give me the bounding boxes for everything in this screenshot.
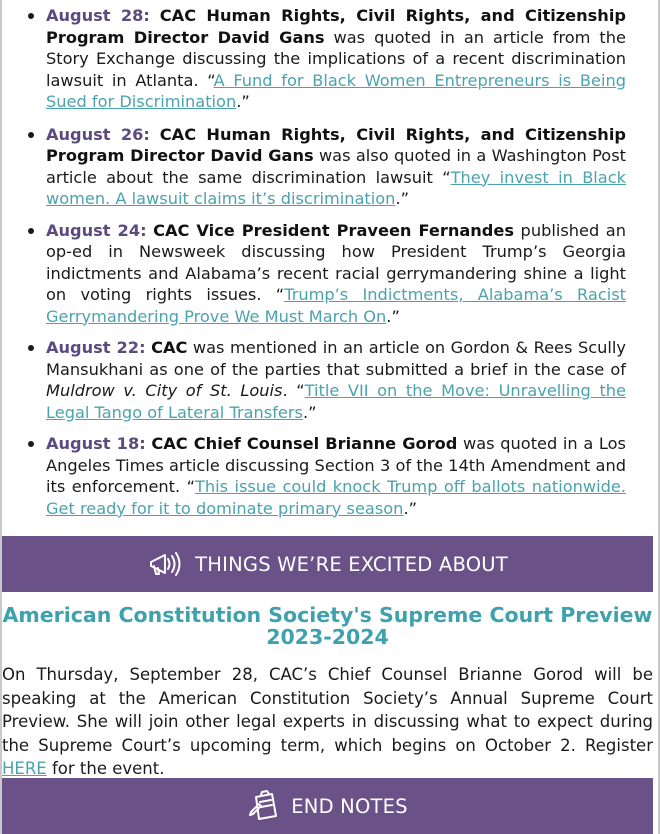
section-banner (2, 536, 653, 592)
news-subject: CAC Chief Counsel Brianne Gorod (151, 434, 458, 453)
news-subject: CAC Human Rights, Civil Rights, and Citizenship Program Director David Gans (46, 124, 626, 165)
clipboard-icon (247, 790, 281, 822)
news-date: August 24: (46, 220, 147, 240)
section-banner-label: THINGS WE’RE EXCITED ABOUT (195, 552, 508, 576)
news-date: August 22: (46, 338, 146, 357)
news-text: was mentioned in an article on Gordon & Rees Scully Mansukhani as one of the parties that submitted a brief in the case of (46, 338, 626, 379)
megaphone-icon (147, 549, 185, 579)
news-subject: CAC Vice President Praveen Fernandes (153, 220, 515, 240)
news-date: August 26: (46, 124, 150, 144)
news-text: published an op-ed in Newsweek discussing how President Trump’s Georgia indictments and Alabama’s recent racial gerrymandering shine a light on voting rights issues. “ (46, 220, 626, 304)
news-text: was quoted in an article from the Story Exchange discussing the implications of a recent discrimination lawsuit in Atlanta. “ (46, 27, 626, 90)
news-subject: CAC Human Rights, Civil Rights, and Citizenship Program Director David Gans (46, 6, 626, 47)
news-item: August 24: CAC Vice President Praveen Fernandes published an op-ed in Newsweek discussing how President Trump’s Georgia indictments and Alabama’s recent racial gerrymandering shine a light on voting rights issues. “Trump’s Indictments, Alabama’s Racist Gerrymandering Prove We Must March On.” (46, 220, 626, 326)
news-subject: CAC (151, 338, 188, 357)
news-link[interactable]: Trump’s Indictments, Alabama’s Racist Gerrymandering Prove We Must March On (46, 285, 626, 326)
news-date: August 28: (46, 6, 150, 25)
news-link[interactable]: A Fund for Black Women Entrepreneurs is Being Sued for Discrimination (46, 70, 626, 111)
news-date: August 18: (46, 434, 146, 453)
news-item: August 18: CAC Chief Counsel Brianne Gorod was quoted in a Los Angeles Times article discussing Section 3 of the 14th Amendment and its enforcement. “This issue could knock Trump off ballots nationwide. Get ready for it to dominate primary season.” (46, 434, 626, 518)
end-notes-banner (2, 778, 653, 834)
news-link[interactable]: They invest in Black women. A lawsuit claims it’s discrimination (46, 167, 626, 208)
news-link[interactable]: Title VII on the Move: Unravelling the Legal Tango of Lateral Transfers (46, 381, 627, 422)
news-item: August 22: CAC was mentioned in an article on Gordon & Rees Scully Mansukhani as one of the parties that submitted a brief in the case of Muldrow v. City of St. Louis. “Title VII on the Move: Unravelling the Legal Tango of Lateral Transfers.” (46, 338, 627, 422)
register-link[interactable]: HERE (2, 759, 47, 778)
news-item: August 28: CAC Human Rights, Civil Rights, and Citizenship Program Director David Gans was quoted in an article from the Story Exchange discussing the implications of a recent discrimination lawsuit in Atlanta. “A Fund for Black Women Entrepreneurs is Being Sued for Discrimination.” (46, 6, 626, 111)
news-item: August 26: CAC Human Rights, Civil Rights, and Citizenship Program Director David Gans was also quoted in a Washington Post article about the same discrimination lawsuit “They invest in Black women. A lawsuit claims it’s discrimination.” (46, 124, 626, 208)
case-name: Muldrow v. City of St. Louis (46, 381, 283, 400)
event-description: On Thursday, September 28, CAC’s Chief Counsel Brianne Gorod will be speaking at the American Constitution Society’s Annual Supreme Court Preview. She will join other legal experts in discussing what to expect during the Supreme Court’s upcoming term, which begins on October 2. Register HERE for the event. (2, 665, 653, 778)
news-text: was also quoted in a Washington Post article about the same discrimination lawsuit “ (46, 146, 626, 187)
news-link[interactable]: This issue could knock Trump off ballots nationwide. Get ready for it to dominate primary season (46, 477, 626, 518)
end-notes-label: END NOTES (291, 794, 408, 818)
event-title: American Constitution Society's Supreme Court Preview 2023-2024 (2, 603, 653, 649)
news-text: was quoted in a Los Angeles Times article discussing Section 3 of the 14th Amendment and its enforcement. “ (46, 434, 626, 496)
